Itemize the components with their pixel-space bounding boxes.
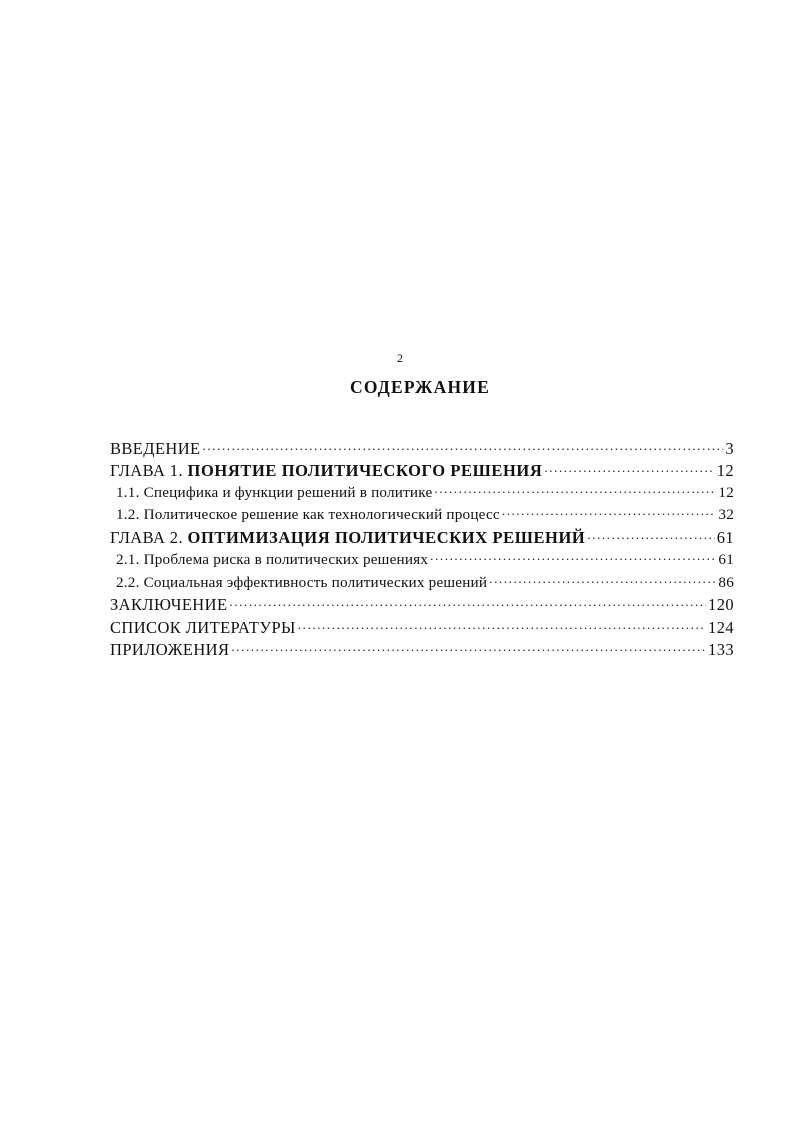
toc-entry-section-1-2	[110, 504, 734, 526]
toc-entry-chapter-2	[110, 527, 734, 549]
toc-leader-dots	[544, 459, 714, 476]
toc-entry-label: 2.1. Проблема риска в политических решениях	[116, 551, 429, 569]
toc-leader-dots	[587, 527, 714, 544]
toc-entry-label: ГЛАВА 2. ОПТИМИЗАЦИЯ ПОЛИТИЧЕСКИХ РЕШЕНИЙ	[110, 528, 586, 548]
toc-entry-page: 61	[716, 528, 734, 548]
toc-entry-page: 32	[718, 506, 734, 524]
toc-entry-label: ПРИЛОЖЕНИЯ	[110, 640, 230, 660]
toc-leader-dots	[229, 594, 706, 611]
table-of-contents	[110, 437, 734, 661]
toc-entry-label: ГЛАВА 1. ПОНЯТИЕ ПОЛИТИЧЕСКОГО РЕШЕНИЯ	[110, 460, 543, 480]
toc-leader-dots	[203, 437, 724, 454]
page-title: СОДЕРЖАНИЕ	[349, 377, 490, 397]
toc-entry-page: 61	[718, 551, 734, 569]
toc-entry-page: 120	[708, 595, 734, 615]
toc-entry-introduction	[110, 437, 734, 459]
toc-entry-section-2-1	[110, 549, 734, 571]
toc-entry-label: ЗАКЛЮЧЕНИЕ	[110, 595, 228, 615]
page-number: 2	[397, 351, 403, 365]
toc-entry-conclusion	[110, 594, 734, 616]
toc-entry-page: 86	[718, 573, 734, 591]
toc-entry-chapter-1	[110, 459, 734, 481]
toc-entry-bibliography	[110, 616, 734, 638]
toc-leader-dots	[489, 571, 716, 586]
toc-leader-dots	[502, 504, 717, 519]
toc-entry-page: 124	[708, 617, 734, 637]
toc-entry-appendices	[110, 639, 734, 661]
toc-entry-label: ВВЕДЕНИЕ	[110, 438, 201, 458]
toc-entry-label: 2.2. Социальная эффективность политических решений	[116, 573, 488, 591]
toc-entry-section-2-2	[110, 571, 734, 593]
toc-entry-label: 1.2. Политическое решение как технологический процесс	[116, 506, 500, 524]
toc-entry-label: 1.1. Специфика и функции решений в политике	[116, 483, 433, 501]
toc-entry-page: 133	[708, 640, 734, 660]
toc-leader-dots	[434, 482, 716, 497]
toc-entry-label: СПИСОК ЛИТЕРАТУРЫ	[110, 617, 296, 637]
toc-leader-dots	[430, 549, 716, 564]
toc-entry-page: 12	[718, 483, 734, 501]
toc-entry-section-1-1	[110, 482, 734, 504]
toc-entry-page: 12	[716, 460, 734, 480]
toc-leader-dots	[231, 639, 706, 656]
toc-leader-dots	[298, 616, 706, 633]
toc-entry-page: 3	[725, 438, 734, 458]
